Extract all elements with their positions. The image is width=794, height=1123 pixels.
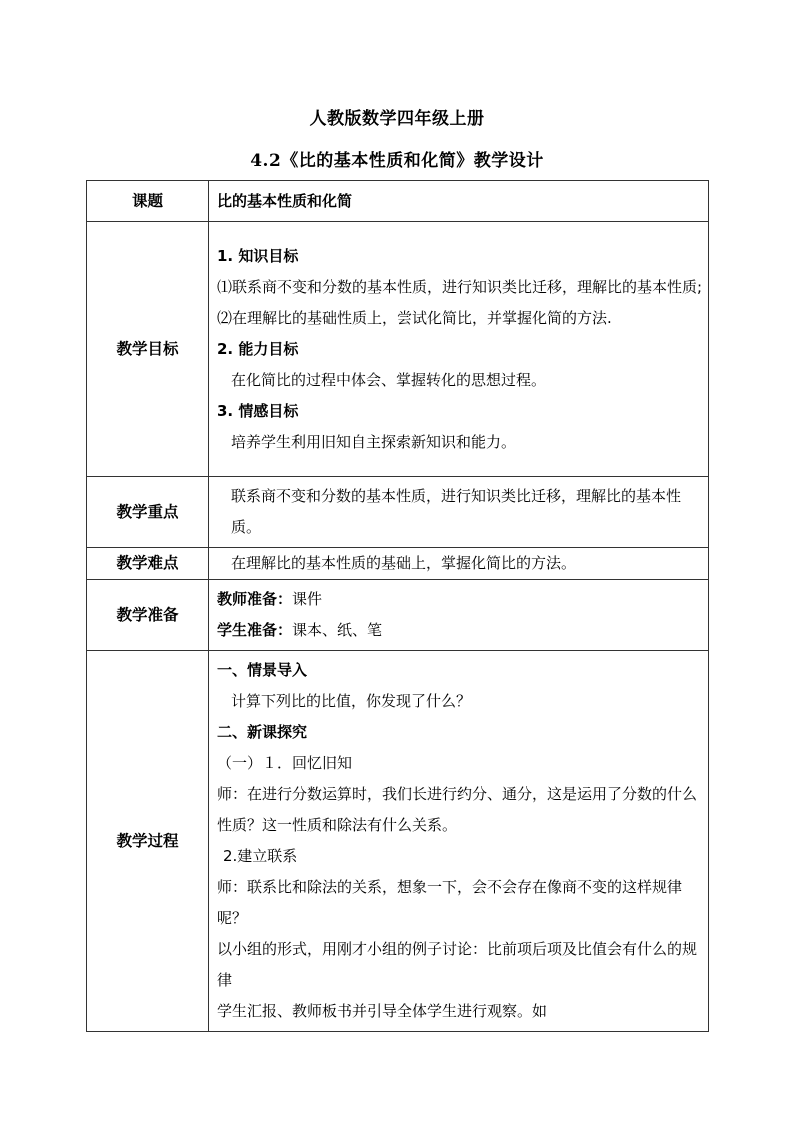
process-item: 2.建立联系 [223,847,298,865]
objective-item: ⑴联系商不变和分数的基本性质，进行知识类比迁移，理解比的基本性质; [217,277,703,296]
objective-item: 培养学生利用旧知自主探索新知识和能力。 [231,432,517,451]
objectives-label: 教学目标 [87,222,209,477]
objective-heading-emotion: 3. 情感目标 [217,401,299,420]
objective-heading-knowledge: 1. 知识目标 [217,246,299,265]
process-item: （一）１．回忆旧知 [217,754,353,772]
process-heading-intro: 一、情景导入 [217,661,308,679]
process-item: 以小组的形式，用刚才小组的例子讨论：比前项后项及比值会有什么的规律 [217,940,698,989]
process-item: 学生汇报、教师板书并引导全体学生进行观察。如 [217,1002,548,1020]
student-preparation [217,615,708,646]
student-prep-value: 课本、纸、笔 [292,621,383,639]
process-label: 教学过程 [87,651,209,1032]
row-process [87,651,709,1032]
teacher-prep-value: 课件 [292,590,323,608]
row-key-points [87,477,709,548]
document-subtitle: 4.2《比的基本性质和化简》教学设计 [250,151,544,171]
difficulties-text: 在理解比的基本性质的基础上，掌握化简比的方法。 [231,554,577,572]
document-title: 人教版数学四年级上册 [309,109,485,129]
difficulties-label: 教学难点 [87,548,209,580]
process-item: 师：联系比和除法的关系，想象一下，会不会存在像商不变的这样规律呢？ [217,878,683,927]
row-objectives [87,222,709,477]
process-content [209,651,709,1032]
row-topic [87,181,709,222]
teacher-prep-label: 教师准备： [217,590,293,608]
process-item: 师：在进行分数运算时，我们长进行约分、通分，这是运用了分数的什么性质？这一性质和除法有什么关系。 [217,785,698,834]
row-difficulties [87,548,709,580]
key-points-label: 教学重点 [87,477,209,548]
objective-heading-ability: 2. 能力目标 [217,339,299,358]
row-preparation [87,580,709,651]
lesson-plan-table [86,180,709,1032]
preparation-label: 教学准备 [87,580,209,651]
teacher-preparation [217,584,708,615]
objective-item: 在化简比的过程中体会、掌握转化的思想过程。 [231,370,547,389]
topic-label: 课题 [87,181,209,222]
key-points-cell [209,477,709,548]
student-prep-label: 学生准备： [217,621,293,639]
topic-value: 比的基本性质和化简 [209,181,709,222]
process-item: 计算下列比的比值，你发现了什么？ [231,692,472,710]
preparation-content [209,580,709,651]
process-heading-explore: 二、新课探究 [217,723,308,741]
key-points-text: 联系商不变和分数的基本性质，进行知识类比迁移，理解比的基本性质。 [231,487,682,536]
objective-item: ⑵在理解比的基础性质上，尝试化简比，并掌握化简的方法. [217,308,612,327]
difficulties-cell [209,548,709,580]
objectives-content [209,222,709,477]
